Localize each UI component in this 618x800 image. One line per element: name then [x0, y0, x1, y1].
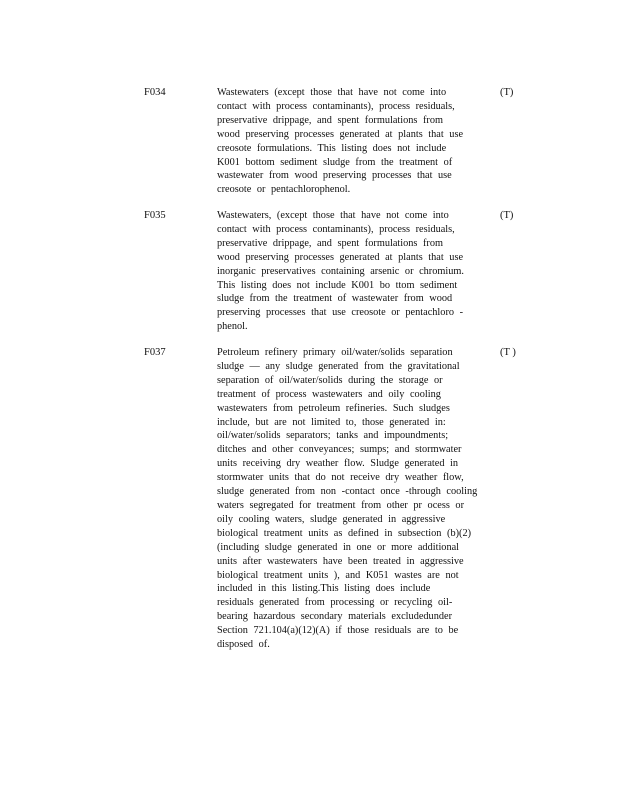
description-line: sludge generated from non -contact once -through cooling [217, 486, 478, 498]
description-line: preservative drippage, and spent formulations from [217, 237, 444, 249]
description-line: Section 721.104(a)(12)(A) if those residuals are to be [217, 625, 459, 637]
description-line: Wastewaters, (except those that have not come into [217, 210, 449, 221]
description-line: units after wastewaters have been treated in aggressive [217, 555, 464, 567]
description-line: included in this listing.This listing does include [217, 583, 431, 595]
waste-description [217, 209, 492, 334]
description-line: creosote formulations. This listing does not include [217, 142, 447, 154]
description-line: wastewater from wood preserving processes that use [217, 170, 452, 182]
description-line: biological treatment units ), and K051 wastes are not [217, 569, 459, 581]
description-line: separation of oil/water/solids during the storage or [217, 374, 443, 386]
description-line: contact with process contaminants), process residuals, [217, 100, 455, 112]
description-line: sludge from the treatment of wastewater from wood [217, 293, 453, 305]
description-line: wood preserving processes generated at plants that use [217, 128, 464, 140]
description-line: units receiving dry weather flow. Sludge generated in [217, 458, 459, 470]
description-line: oily cooling waters, sludge generated in aggressive [217, 513, 446, 525]
description-line: stormwater units that do not receive dry weather flow, [217, 472, 464, 484]
hazard-code: (T) [500, 87, 514, 98]
waste-code: F037 [144, 347, 166, 358]
hazard-code: (T ) [500, 347, 516, 358]
description-line: Wastewaters (except those that have not come into [217, 87, 447, 98]
description-line: waters segregated for treatment from other pr ocess or [217, 499, 465, 511]
description-line: K001 bottom sediment sludge from the treatment of [217, 156, 453, 168]
description-line: contact with process contaminants), process residuals, [217, 223, 455, 235]
description-line: phenol. [217, 321, 248, 333]
waste-code: F035 [144, 210, 166, 221]
description-line: (including sludge generated in one or more additional [217, 541, 460, 553]
description-line: This listing does not include K001 bo ttom sediment [217, 279, 458, 291]
description-line: creosote or pentachlorophenol. [217, 184, 351, 196]
description-line: ditches and other conveyances; sumps; and stormwater [217, 444, 462, 456]
description-line: Petroleum refinery primary oil/water/solids separation [217, 347, 453, 358]
waste-description [217, 86, 492, 197]
description-line: treatment of process wastewaters and oily cooling [217, 388, 441, 400]
description-line: preservative drippage, and spent formulations from [217, 114, 444, 126]
waste-code: F034 [144, 87, 166, 98]
hazard-code: (T) [500, 210, 514, 221]
description-line: biological treatment units as defined in subsection (b)(2) [217, 527, 472, 539]
description-line: residuals generated from processing or recycling oil- [217, 597, 453, 609]
description-line: preserving processes that use creosote or pentachloro - [217, 307, 464, 319]
description-line: sludge — any sludge generated from the gravitational [217, 360, 460, 372]
description-line: wood preserving processes generated at plants that use [217, 251, 464, 263]
waste-description [217, 346, 492, 652]
description-line: wastewaters from petroleum refineries. Such sludges [217, 402, 450, 414]
description-line: inorganic preservatives containing arsenic or chromium. [217, 265, 464, 277]
description-line: oil/water/solids separators; tanks and impoundments; [217, 430, 449, 442]
description-line: disposed of. [217, 639, 270, 651]
description-line: bearing hazardous secondary materials excludedunder [217, 611, 453, 623]
description-line: include, but are not limited to, those generated in: [217, 416, 446, 428]
